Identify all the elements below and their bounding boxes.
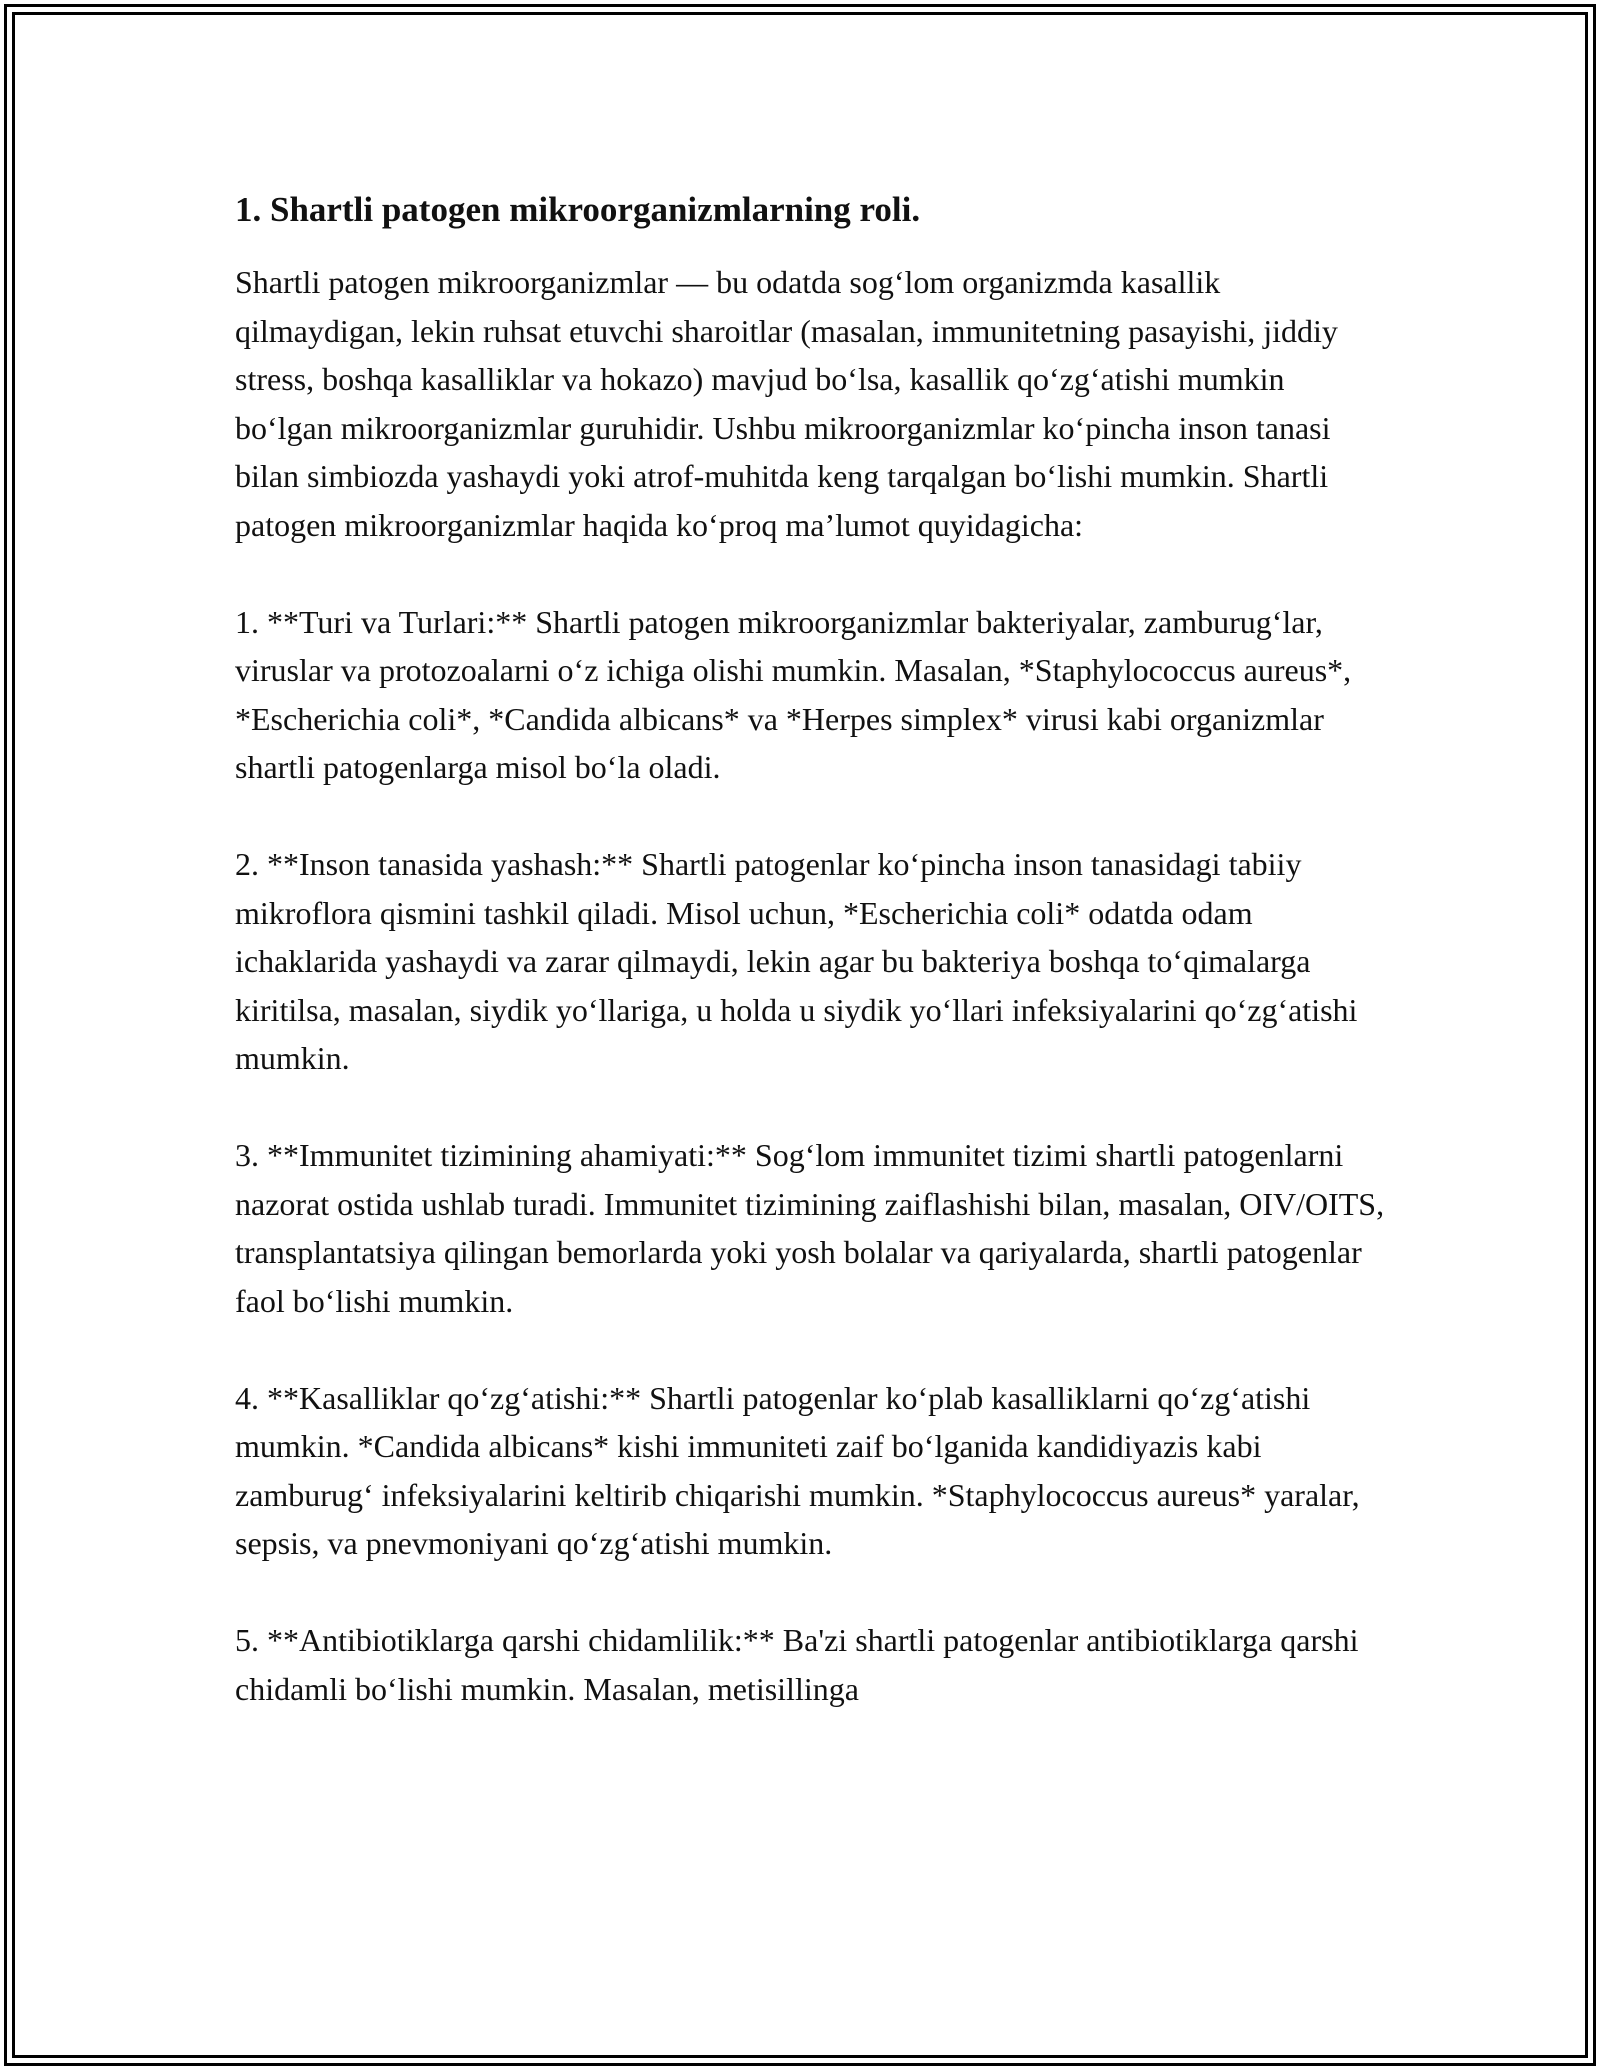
intro-paragraph: Shartli patogen mikroorganizmlar — bu odatda sog‘lom organizmda kasallik qilmaydigan, lekin ruhsat etuvchi sharoitlar (masalan, immunitetning pasayishi, jiddiy stress, boshqa kasalliklar va hokazo) mavjud bo‘lsa, kasallik qo‘zg‘atishi mumkin bo‘lgan mikroorganizmlar guruhidir. Ushbu mikroorganizmlar ko‘pincha inson tanasi bilan simbiozda yashaydi yoki atrof-muhitda keng tarqalgan bo‘lishi mumkin. Shartli patogen mikroorganizmlar haqida ko‘proq ma’lumot quyidagicha: (235, 264, 1338, 543)
document-body (235, 188, 1385, 1762)
list-item-diseases: 4. **Kasalliklar qo‘zg‘atishi:** Shartli patogenlar ko‘plab kasalliklarni qo‘zg‘atishi mumkin. *Candida albicans* kishi immuniteti zaif bo‘lganida kandidiyazis kabi zamburug‘ infeksiyalarini keltirib chiqarishi mumkin. *Staphylococcus aureus* yaralar, sepsis, va pnevmoniyani qo‘zg‘atishi mumkin. (235, 1379, 1360, 1561)
section-heading: 1. Shartli patogen mikroorganizmlarning roli. (235, 190, 921, 229)
list-item-antibiotic-resistance: 5. **Antibiotiklarga qarshi chidamlilik:** Ba'zi shartli patogenlar antibiotiklarga qarshi chidamli bo‘lishi mumkin. Masalan, metisillinga (235, 1622, 1359, 1707)
list-item-habitat: 2. **Inson tanasida yashash:** Shartli patogenlar ko‘pincha inson tanasidagi tabiiy mikroflora qismini tashkil qiladi. Misol uchun, *Escherichia coli* odatda odam ichaklarida yashaydi va zarar qilmaydi, lekin agar bu bakteriya boshqa to‘qimalarga kiritilsa, masalan, siydik yo‘llariga, u holda u siydik yo‘llari infeksiyalarini qo‘zg‘atishi mumkin. (235, 846, 1358, 1076)
list-item-immunity: 3. **Immunitet tizimining ahamiyati:** Sog‘lom immunitet tizimi shartli patogenlarni nazorat ostida ushlab turadi. Immunitet tizimining zaiflashishi bilan, masalan, OIV/OITS, transplantatsiya qilingan bemorlarda yoki yosh bolalar va qariyalarda, shartli patogenlar faol bo‘lishi mumkin. (235, 1137, 1385, 1319)
list-item-types: 1. **Turi va Turlari:** Shartli patogen mikroorganizmlar bakteriyalar, zamburug‘lar, viruslar va protozoalarni o‘z ichiga olishi mumkin. Masalan, *Staphylococcus aureus*, *Escherichia coli*, *Candida albicans* va *Herpes simplex* virusi kabi organizmlar shartli patogenlarga misol bo‘la oladi. (235, 603, 1352, 785)
